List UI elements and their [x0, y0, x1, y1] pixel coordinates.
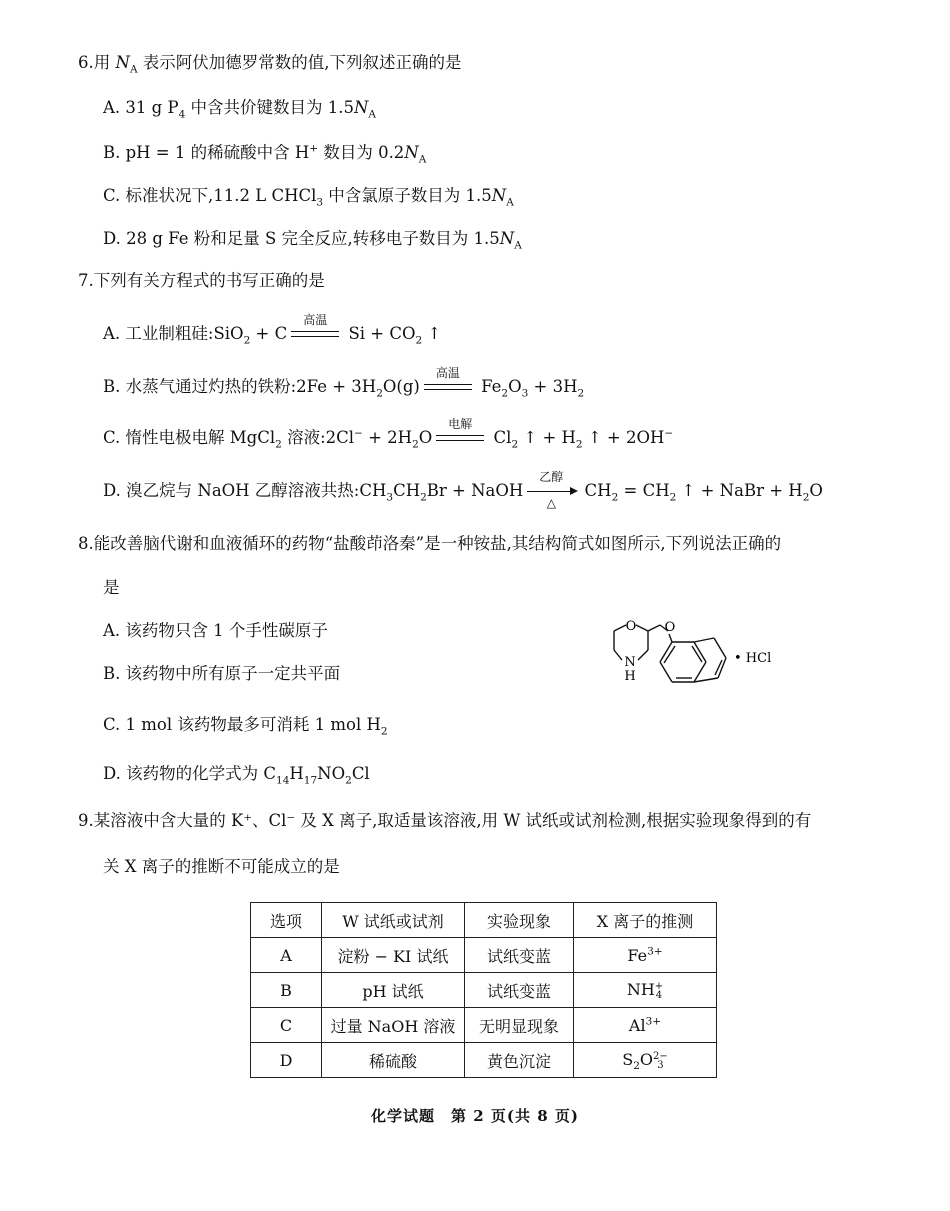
table-cell: 过量 NaOH 溶液 [322, 1008, 465, 1043]
q9-stem-cont: 关 X 离子的推断不可能成立的是 [103, 857, 340, 876]
table-cell: 稀硫酸 [322, 1043, 465, 1078]
q8-option-b: B. 该药物中所有原子一定共平面 [103, 664, 341, 683]
condition-double-line: 高温 [422, 378, 474, 398]
table-cell: $Fe^{3+}$ [574, 938, 717, 973]
table-header: W 试纸或试剂 [322, 903, 465, 938]
table-cell: 无明显现象 [465, 1008, 574, 1043]
q6-option-c: C. 标准状况下,11.2 L CHCl$_3$ 中含氯原子数目为 $1.5N_A$ [103, 186, 514, 209]
table-cell: B [251, 973, 322, 1008]
table-header: 选项 [251, 903, 322, 938]
q7-option-a: A. 工业制粗硅:SiO$_2$ + C 高温 $Si + CO_2$ ↑ [103, 312, 442, 347]
table-cell: $Al^{3+}$ [574, 1008, 717, 1043]
q9-table [250, 902, 717, 1078]
indeloxazine-structure [600, 612, 800, 700]
table-row [251, 973, 717, 1008]
q8-stem-cont: 是 [103, 578, 120, 597]
structure-oxygen-ether: O [664, 620, 676, 635]
page-footer: 化学试题 第 2 页(共 8 页) [371, 1107, 579, 1125]
structure-hydrogen: H [624, 669, 636, 684]
q7-stem: 7.下列有关方程式的书写正确的是 [78, 271, 325, 290]
q8-option-c: C. 1 mol 该药物最多可消耗 1 mol $H_2$ [103, 715, 388, 738]
table-cell: A [251, 938, 322, 973]
q6-option-a: A. 31 g $P_4$ 中含共价键数目为 $1.5N_A$ [103, 98, 377, 121]
condition-double-line: 高温 [289, 325, 341, 345]
table-cell: 淀粉 − KI 试纸 [322, 938, 465, 973]
table-header-row [251, 903, 717, 938]
q8-option-d: D. 该药物的化学式为 $C_{14}H_{17}NO_2Cl$ [103, 764, 370, 787]
q8-option-a: A. 该药物只含 1 个手性碳原子 [103, 621, 328, 640]
table-row [251, 938, 717, 973]
q8-stem: 8.能改善脑代谢和血液循环的药物“盐酸茚洛秦”是一种铵盐,其结构简式如图所示,下列说法正确的 [78, 534, 782, 553]
table-cell: 试纸变蓝 [465, 938, 574, 973]
structure-oxygen-ring: O [625, 619, 637, 634]
table-cell: 黄色沉淀 [465, 1043, 574, 1078]
q7-option-b: B. 水蒸气通过灼热的铁粉:2Fe + $3H_2O(g)$ 高温 $Fe_2O_3 + 3H_2$ [103, 365, 585, 400]
q7-option-d: D. 溴乙烷与 NaOH 乙醇溶液共热$:CH_3CH_2Br$ + NaOH 乙醇 △ $CH_2 = CH_2$ ↑ + NaBr + $H_2O$ [103, 469, 823, 510]
q6-option-b: B. pH = 1 的稀硫酸中含 H+ 数目为 $0.2N_A$ [103, 142, 427, 166]
table-header: 实验现象 [465, 903, 574, 938]
table-cell: pH 试纸 [322, 973, 465, 1008]
q9-stem: 9.某溶液中含大量的 K⁺、Cl⁻ 及 X 离子,取适量该溶液,用 W 试纸或试剂检测,根据实验现象得到的有 [78, 811, 812, 830]
condition-double-line: 电解 [434, 429, 486, 449]
structure-nitrogen: N [624, 655, 636, 670]
table-cell: $S_2O$ 2− 3 [574, 1043, 717, 1078]
table-cell: NH + 4 [574, 973, 717, 1008]
q6-stem: 6.用 $N_A$ 表示阿伏加德罗常数的值,下列叙述正确的是 [78, 53, 462, 76]
q7-option-c: C. 惰性电极电解 MgCl$_2$ 溶液:2Cl− + $2H_2O$ 电解 $Cl_2$ ↑ + $H_2$ ↑ + 2OH− [103, 416, 674, 451]
table-cell: D [251, 1043, 322, 1078]
table-row [251, 1043, 717, 1078]
structure-hcl: • HCl [734, 651, 772, 666]
table-cell: C [251, 1008, 322, 1043]
table-row [251, 1008, 717, 1043]
table-header: X 离子的推测 [574, 903, 717, 938]
q6-option-d: D. 28 g Fe 粉和足量 S 完全反应,转移电子数目为 $1.5N_A$ [103, 229, 522, 252]
condition-arrow: 乙醇 △ [525, 482, 577, 502]
table-cell: 试纸变蓝 [465, 973, 574, 1008]
